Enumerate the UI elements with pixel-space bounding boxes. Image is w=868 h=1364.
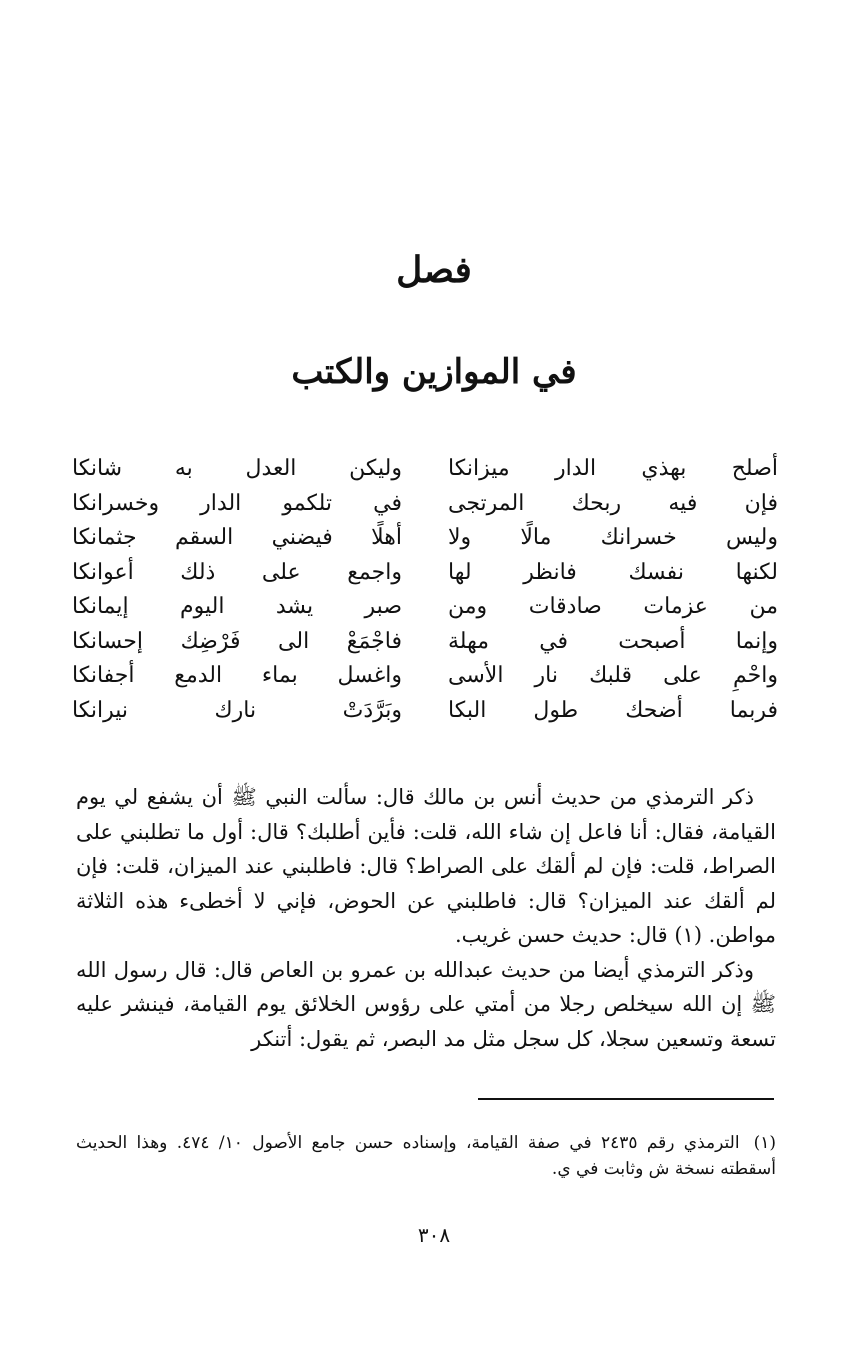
poem-verse — [72, 556, 778, 591]
verse-first-hemistich: فربما أضحك طول البكا — [448, 697, 778, 723]
verse-second-hemistich: في تلكمو الدار وخسرانكا — [72, 490, 402, 516]
poem-verse — [72, 521, 778, 556]
verse-second-hemistich: أهلًا فيضني السقم جثمانكا — [72, 525, 402, 551]
verse-second-hemistich: واجمع على ذلك أعوانكا — [72, 559, 402, 585]
footnote-number: (١) — [753, 1133, 776, 1153]
section-title: في الموازين والكتب — [291, 352, 577, 392]
verse-first-hemistich: فإن فيه ربحك المرتجى — [448, 490, 778, 516]
poem-verse — [72, 590, 778, 625]
poem-verse — [72, 694, 778, 729]
verse-second-hemistich: واغسل بماء الدمع أجفانكا — [72, 663, 402, 689]
verse-second-hemistich: وليكن العدل به شانكا — [72, 456, 402, 482]
verse-first-hemistich: وإنما أصبحت في مهلة — [448, 628, 778, 654]
verse-first-hemistich: لكنها نفسك فانظر لها — [448, 559, 778, 585]
footnote — [76, 1130, 776, 1182]
verse-first-hemistich: أصلح بهذي الدار ميزانكا — [448, 456, 778, 482]
poem-verse — [72, 659, 778, 694]
verse-first-hemistich: واحْمِ على قلبك نار الأسى — [448, 663, 778, 689]
verse-first-hemistich: وليس خسرانك مالًا ولا — [448, 525, 778, 551]
verse-first-hemistich: من عزمات صادقات ومن — [448, 594, 778, 620]
chapter-title: فصل — [396, 249, 472, 291]
page-number: ٣٠٨ — [417, 1223, 451, 1247]
footnote-divider — [478, 1098, 774, 1100]
verse-second-hemistich: فاجْمَعْ الى فَرْضِك إحسانكا — [72, 628, 402, 654]
verse-second-hemistich: صبر يشد اليوم إيمانكا — [72, 594, 402, 620]
body-text — [76, 780, 776, 1056]
poem-verse — [72, 625, 778, 660]
poem-verse — [72, 487, 778, 522]
footnote-text: الترمذي رقم ٢٤٣٥ في صفة القيامة، وإسناده حسن جامع الأصول ١٠/ ٤٧٤. وهذا الحديث أسقطته نسخة ش وثابت في ي. — [76, 1133, 776, 1179]
paragraph: ذكر الترمذي من حديث أنس بن مالك قال: سألت النبي ﷺ أن يشفع لي يوم القيامة، فقال: أنا فاعل إن شاء الله، قلت: فأين أطلبك؟ قال: أول ما تطلبني على الصراط، قلت: فإن لم ألقك على الصراط؟ قال: فاطلبني عند الميزان، قلت: فإن لم ألقك عند الميزان؟ قال: فاطلبني عن الحوض، فإني لا أخطىء هذه الثلاثة مواطن. (١) قال: حديث حسن غريب. — [76, 785, 776, 947]
verse-second-hemistich: وبَرَّدَتْ نارك نيرانكا — [72, 697, 402, 723]
poem-verse — [72, 452, 778, 487]
paragraph: وذكر الترمذي أيضا من حديث عبدالله بن عمرو بن العاص قال: قال رسول الله ﷺ إن الله سيخلص رجلا من أمتي على رؤوس الخلائق يوم القيامة، فينشر عليه تسعة وتسعين سجلا، كل سجل مثل مد البصر، ثم يقول: أتنكر — [76, 957, 776, 1051]
poem — [72, 452, 778, 728]
